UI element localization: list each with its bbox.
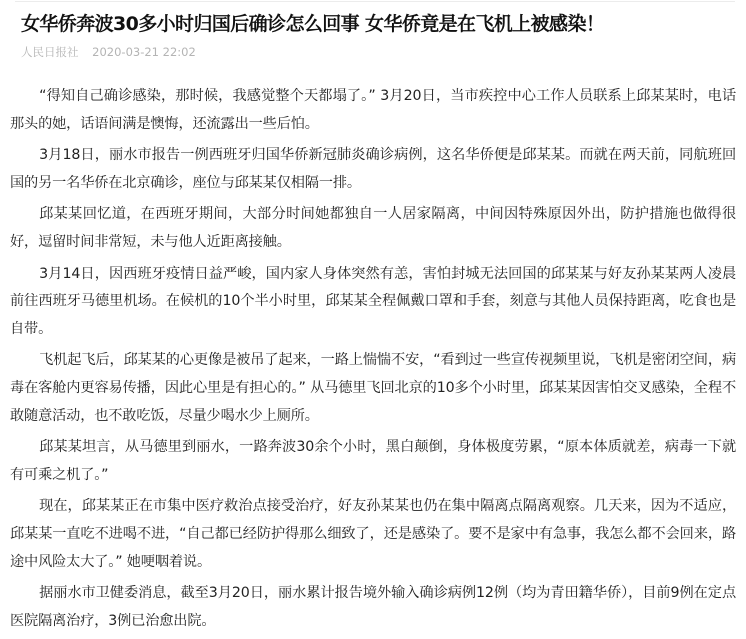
paragraph: 3月18日，丽水市报告一例西班牙归国华侨新冠肺炎确诊病例，这名华侨便是邱某某。而就在两天前，同航班回国的另一名华侨在北京确诊，座位与邱某某仅相隔一排。 bbox=[10, 147, 736, 191]
article-body bbox=[10, 83, 736, 639]
paragraph: 邱某某回忆道，在西班牙期间，大部分时间她都独自一人居家隔离，中间因特殊原因外出，防护措施也做得很好，逗留时间非常短，未与他人近距离接触。 bbox=[10, 206, 736, 250]
article-datetime: 2020-03-21 22:02 bbox=[92, 45, 196, 59]
paragraph: 邱某某坦言，从马德里到丽水，一路奔波30余个小时，黑白颠倒，身体极度劳累，“原本体质就差，病毒一下就有可乘之机了。” bbox=[10, 439, 736, 483]
paragraph: 现在，邱某某正在市集中医疗救治点接受治疗，好友孙某某也仍在集中隔离点隔离观察。几天来，因为不适应，邱某某一直吃不进喝不进，“自己都已经防护得那么细致了，还是感染了。要不是家中有急事，我怎么都不会回来，路途中风险太大了。” 她哽咽着说。 bbox=[10, 498, 736, 570]
article-meta bbox=[21, 44, 196, 60]
paragraph: “得知自己确诊感染，那时候，我感觉整个天都塌了。” 3月20日，当市疾控中心工作人员联系上邱某某时，电话那头的她，话语间满是懊悔，还流露出一些后怕。 bbox=[10, 88, 736, 132]
paragraph: 据丽水市卫健委消息，截至3月20日，丽水累计报告境外输入确诊病例12例（均为青田籍华侨），目前9例在定点医院隔离治疗，3例已治愈出院。 bbox=[10, 585, 736, 629]
paragraph: 3月14日，因西班牙疫情日益严峻，国内家人身体突然有恙，害怕封城无法回国的邱某某与好友孙某某两人凌晨前往西班牙马德里机场。在候机的10个半小时里，邱某某全程佩戴口罩和手套，刻意与其他人员保持距离，吃食也是自带。 bbox=[10, 265, 736, 337]
paragraph: 飞机起飞后，邱某某的心更像是被吊了起来，一路上惴惴不安，“看到过一些宣传视频里说，飞机是密闭空间，病毒在客舱内更容易传播，因此心里是有担心的。” 从马德里飞回北京的10多个小时里，邱某某因害怕交叉感染，全程不敢随意活动，也不敢吃饭，尽量少喝水少上厕所。 bbox=[10, 352, 736, 424]
article-source: 人民日报社 bbox=[21, 45, 79, 59]
top-divider bbox=[15, 1, 735, 2]
article-title: 女华侨奔波30多小时归国后确诊怎么回事 女华侨竟是在飞机上被感染！ bbox=[21, 13, 605, 35]
